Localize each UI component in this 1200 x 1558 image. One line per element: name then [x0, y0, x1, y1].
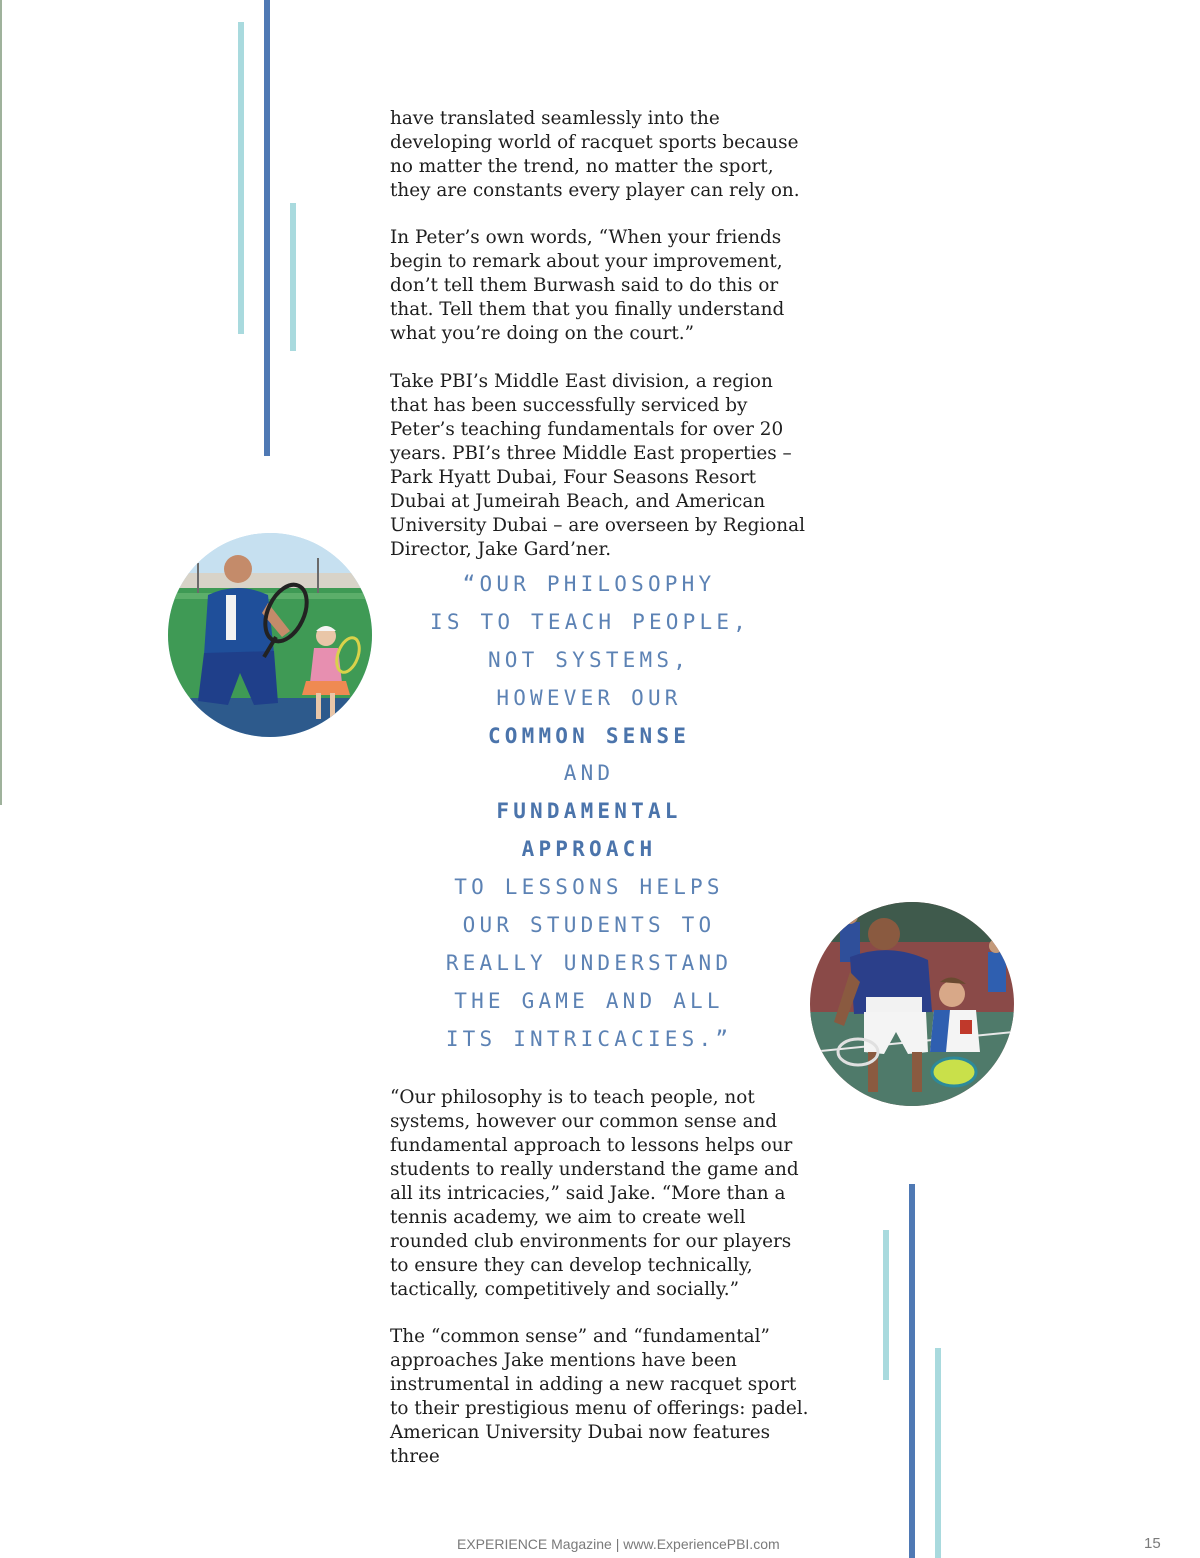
pull-quote-line: HOWEVER OUR — [496, 685, 682, 710]
pull-quote-line: OUR STUDENTS TO — [462, 913, 716, 938]
article-paragraph: In Peter’s own words, “When your friends begin to remark about your improvement, don’t tell them Burwash said to do this or that. Tell them that you finally understand what you’re doing on the court.” — [390, 227, 785, 344]
coach-with-boy-photo — [810, 902, 1014, 1106]
pull-quote-line-emphasis: COMMON SENSE — [487, 723, 691, 748]
article-paragraph: Take PBI’s Middle East division, a region that has been successfully serviced by Peter’s teaching fundamentals for over 20 years. PBI’s three Middle East properties – Park Hyatt Dubai, Four Seasons Resort Dubai at Jumeirah Beach, and American University Dubai – are overseen by Regional Director, Jake Gard’ner. — [390, 371, 806, 560]
article-paragraph: The “common sense” and “fundamental” approaches Jake mentions have been instrumental in adding a new racquet sport to their prestigious menu of offerings: padel. American University Dubai now features three — [390, 1326, 809, 1467]
decorative-bar — [935, 1348, 941, 1558]
pull-quote-line: REALLY UNDERSTAND — [445, 950, 733, 975]
pull-quote — [430, 566, 751, 1059]
decorative-bar — [264, 0, 270, 456]
footer-publication-text: EXPERIENCE Magazine | www.ExperiencePBI.com — [457, 1536, 780, 1552]
article-paragraph: “Our philosophy is to teach people, not systems, however our common sense and fundamental approach to lessons helps our students to really understand the game and all its intricacies,” said Jake. “More than a tennis academy, we aim to create well rounded club environments for our players to ensure they can develop technically, tactically, competitively and socially.” — [390, 1087, 799, 1300]
pull-quote-line: NOT SYSTEMS, — [487, 647, 691, 672]
coach-with-child-photo — [168, 533, 372, 737]
decorative-bar — [238, 22, 244, 334]
pull-quote-line: TO LESSONS HELPS — [454, 875, 724, 900]
pull-quote-line: THE GAME AND ALL — [454, 988, 724, 1013]
decorative-bar — [883, 1230, 889, 1380]
pull-quote-line: ITS INTRICACIES.” — [445, 1026, 733, 1051]
pull-quote-line: “OUR PHILOSOPHY — [462, 572, 716, 596]
pull-quote-line: AND — [563, 761, 615, 786]
article-paragraph: have translated seamlessly into the developing world of racquet sports because no matter the trend, no matter the sport, they are constants every player can rely on. — [390, 108, 800, 201]
page-number: 15 — [1144, 1535, 1161, 1552]
pull-quote-line-emphasis: FUNDAMENTAL — [496, 799, 682, 824]
decorative-bar — [290, 203, 296, 351]
page-edge-line — [0, 0, 2, 805]
pull-quote-line: IS TO TEACH PEOPLE, — [430, 609, 751, 634]
decorative-bar — [909, 1184, 915, 1558]
pull-quote-line-emphasis: APPROACH — [521, 837, 657, 862]
